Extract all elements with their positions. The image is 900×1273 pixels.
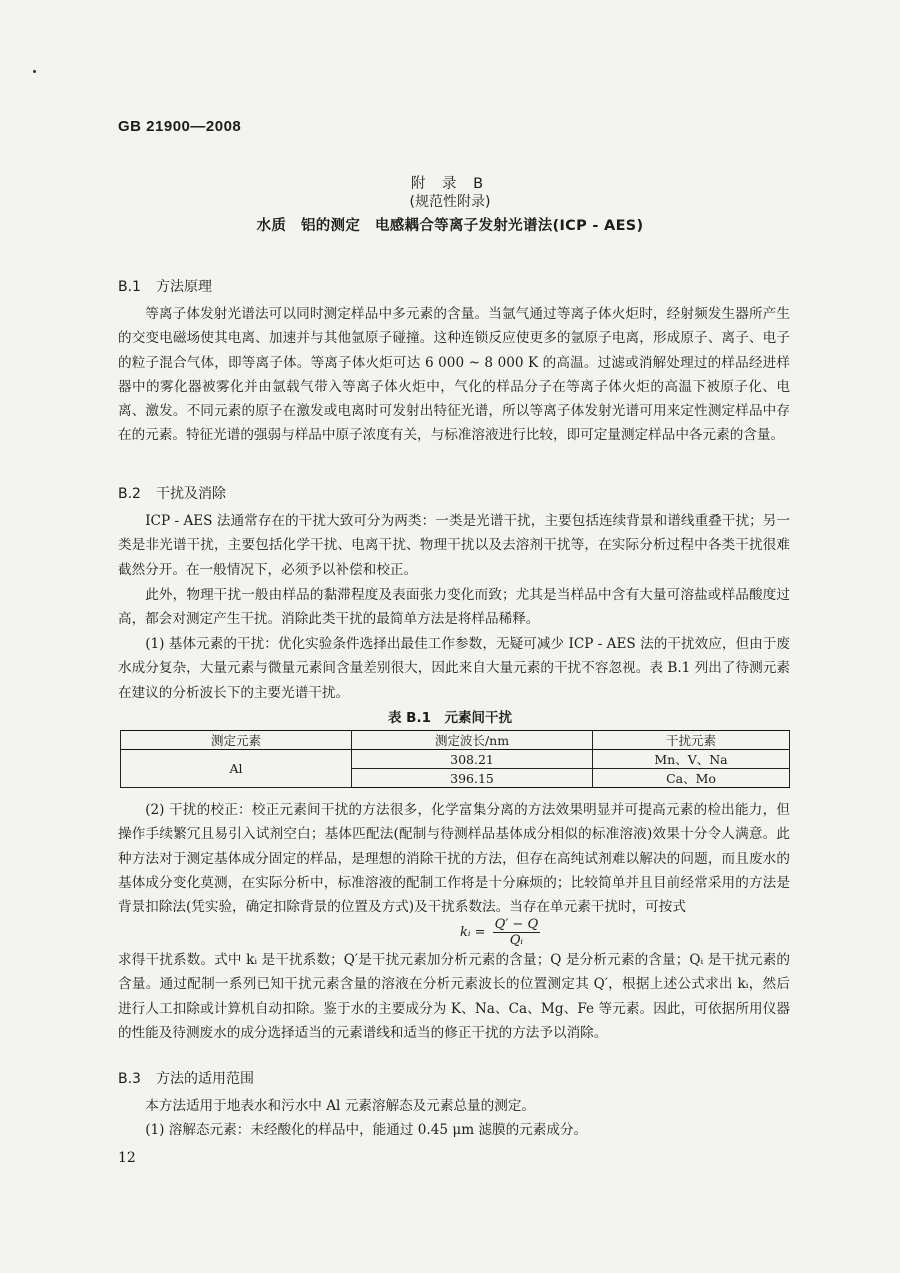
paragraph-b2-4: (2) 干扰的校正：校正元素间干扰的方法很多，化学富集分离的方法效果明显并可提高元素的检出能力，但操作手续繁冗且易引入试剂空白；基体匹配法(配制与待测样品基体成分相似的标准溶液)效果十分令人满意。此种方法对于测定基体成分固定的样品，是理想的消除干扰的方法，但存在高纯试剂难以解决的问题，而且废水的基体成分变化莫测，在实际分析中，标准溶液的配制工作将是十分麻烦的；比较简单并且目前经常采用的方法是背景扣除法(凭实验，确定扣除背景的位置及方式)及干扰系数法。当存在单元素干扰时，可按式 <box>118 802 790 916</box>
section-number: B.2 <box>118 486 141 502</box>
section-title: 方法原理 <box>156 279 212 295</box>
paragraph-b2-3: (1) 基体元素的干扰：优化实验条件选择出最佳工作参数，无疑可减少 ICP - AES 法的干扰效应，但由于废水成分复杂，大量元素与微量元素间含量差别很大，因此来自大量元素的干扰不容忽视。表 B.1 列出了待测元素在建议的分析波长下的主要光谱干扰。 <box>118 636 790 701</box>
formula-lhs: kᵢ = <box>460 925 486 940</box>
wavelength-cell: 396.15 <box>352 769 593 788</box>
interference-coefficient-formula <box>460 917 540 948</box>
appendix-type: (规范性附录) <box>409 194 491 210</box>
section-title: 干扰及消除 <box>156 486 226 502</box>
paragraph-b2-4-continued: 求得干扰系数。式中 kᵢ 是干扰系数；Q′是干扰元素加分析元素的含量；Q 是分析元素的含量；Qᵢ 是干扰元素的含量。通过配制一系列已知干扰元素含量的溶液在分析元素波长的位置测定其 Q′，根据上述公式求出 kᵢ，然后进行人工扣除或计算机自动扣除。鉴于水的主要成分为 K、Na、Ca、Mg、Fe 等元素。因此，可依据所用仪器的性能及待测废水的成分选择适当的元素谱线和适当的修正干扰的方法予以消除。 <box>118 952 790 1041</box>
interference-table <box>120 730 790 788</box>
paragraph-b2-1: ICP - AES 法通常存在的干扰大致可分为两类：一类是光谱干扰，主要包括连续背景和谱线重叠干扰；另一类是非光谱干扰，主要包括化学干扰、电离干扰、物理干扰以及去溶剂干扰等，在实际分析过程中各类干扰很难截然分开。在一般情况下，必须予以补偿和校正。 <box>118 513 790 578</box>
section-heading-b1 <box>118 276 212 296</box>
interferents-cell: Mn、V、Na <box>593 750 790 769</box>
column-header: 测定波长/nm <box>352 731 593 750</box>
standard-number: GB 21900—2008 <box>118 118 242 135</box>
section-heading-b2 <box>118 483 226 503</box>
appendix-title: 附 录 B <box>410 176 490 192</box>
paragraph-b3-1: 本方法适用于地表水和污水中 Al 元素溶解态及元素总量的测定。 <box>145 1098 536 1114</box>
formula-denominator: Qᵢ <box>509 933 524 948</box>
section-heading-b3 <box>118 1068 254 1088</box>
column-header: 干扰元素 <box>593 731 790 750</box>
section-title: 方法的适用范围 <box>156 1071 254 1087</box>
section-number: B.3 <box>118 1071 141 1087</box>
interferents-cell: Ca、Mo <box>593 769 790 788</box>
paragraph-b2-2: 此外，物理干扰一般由样品的黏滞程度及表面张力变化而致；尤其是当样品中含有大量可溶盐或样品酸度过高，都会对测定产生干扰。消除此类干扰的最简单方法是将样品稀释。 <box>118 587 790 628</box>
table-header-row <box>121 731 790 750</box>
wavelength-cell: 308.21 <box>352 750 593 769</box>
element-cell: Al <box>121 750 352 788</box>
paragraph-b3-2: (1) 溶解态元素：未经酸化的样品中，能通过 0.45 μm 滤膜的元素成分。 <box>145 1122 588 1138</box>
table-row <box>121 750 790 769</box>
formula-fraction <box>493 917 540 948</box>
section-number: B.1 <box>118 279 141 295</box>
appendix-main-title: 水质 铝的测定 电感耦合等离子发射光谱法(ICP - AES) <box>256 218 644 234</box>
paragraph-b1: 等离子体发射光谱法可以同时测定样品中多元素的含量。当氩气通过等离子体火炬时，经射频发生器所产生的交变电磁场使其电离、加速并与其他氩原子碰撞。这种连锁反应使更多的氩原子电离，形成原子、离子、电子的粒子混合气体，即等离子体。等离子体火炬可达 6 000 ~ 8 000 K 的高温。过滤或消解处理过的样品经进样器中的雾化器被雾化并由氩载气带入等离子体火炬中，气化的样品分子在等离子体火炬的高温下被原子化、电离、激发。不同元素的原子在激发或电离时可发射出特征光谱，所以等离子体发射光谱可用来定性测定样品中存在的元素。特征光谱的强弱与样品中原子浓度有关，与标准溶液进行比较，即可定量测定样品中各元素的含量。 <box>118 306 790 444</box>
table-caption: 表 B.1 元素间干扰 <box>387 710 512 726</box>
page-number: 12 <box>118 1150 136 1166</box>
scan-speck <box>33 70 36 73</box>
formula-numerator: Q′ − Q <box>494 917 539 932</box>
column-header: 测定元素 <box>121 731 352 750</box>
